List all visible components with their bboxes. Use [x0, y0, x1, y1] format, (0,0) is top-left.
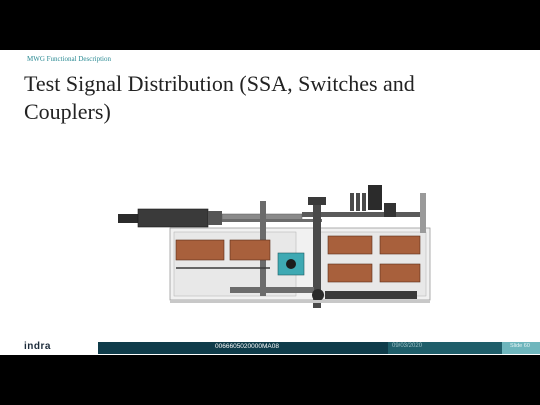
ssa-switch-coupler-diagram: [110, 183, 440, 318]
footer: [0, 340, 540, 355]
page-number: Slide 60: [510, 343, 530, 349]
slide-subtitle: MWG Functional Description: [27, 55, 111, 63]
indra-logo: indra: [24, 341, 51, 352]
slide-title: Test Signal Distribution (SSA, Switches and Couplers): [24, 71, 415, 124]
slide: [0, 50, 540, 355]
document-number: 0066605020000MA08: [215, 343, 279, 350]
footer-date: 09/03/2020: [392, 343, 423, 349]
